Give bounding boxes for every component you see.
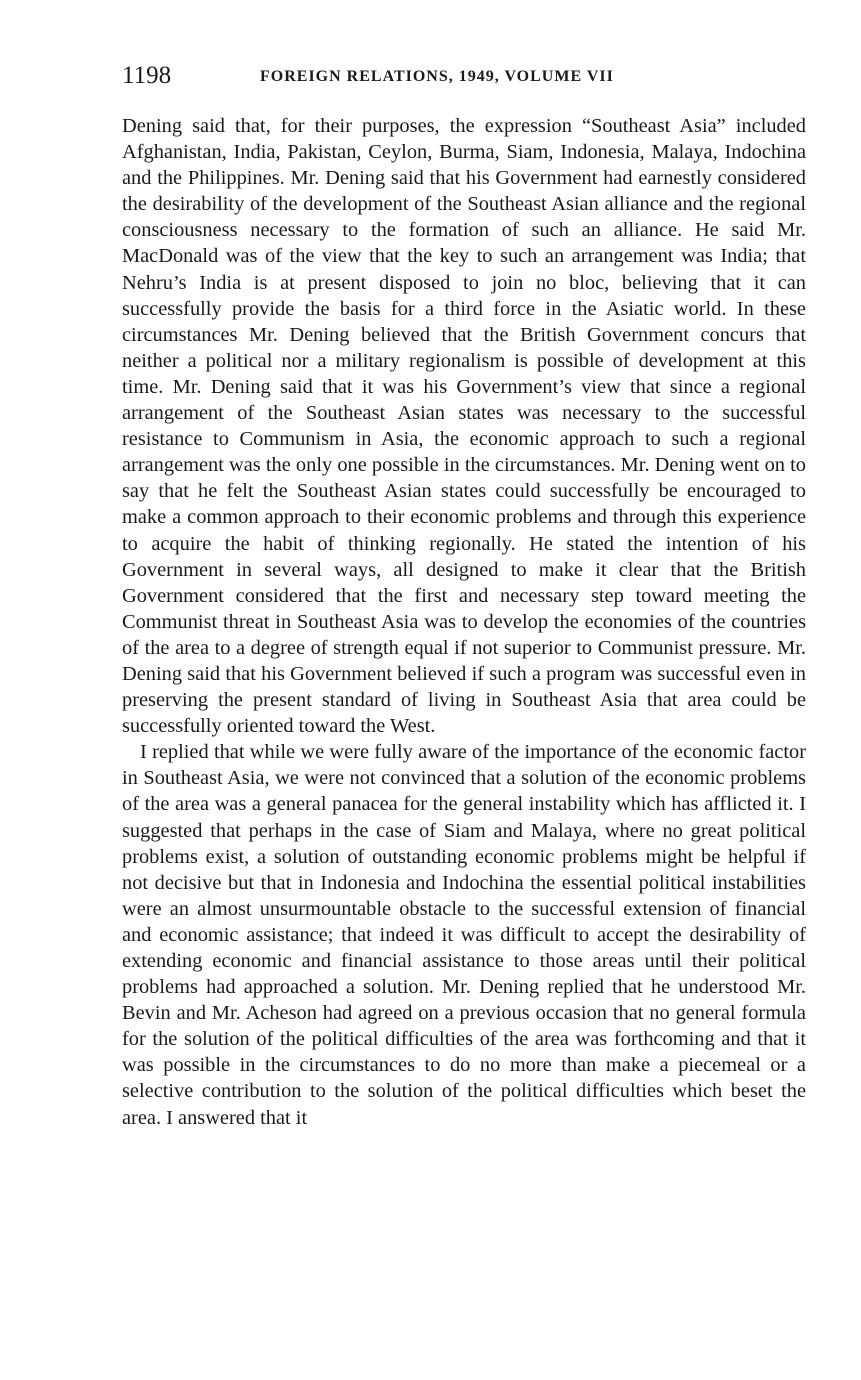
paragraph-1: Dening said that, for their purposes, the expression “Southeast Asia” included Afghanistan, India, Pakistan, Ceylon, Burma, Siam, Indonesia, Malaya, Indochina and the Philippines. Mr. Dening said that his Government had earnestly considered the desirability of the development of the Southeast Asian alliance and the regional consciousness necessary to the formation of such an alliance. He said Mr. MacDonald was of the view that the key to such an arrangement was India; that Nehru’s India is at present disposed to join no bloc, believing that it can successfully provide the basis for a third force in the Asiatic world. In these circumstances Mr. Dening believed that the British Government concurs that neither a political nor a military regionalism is possible of development at this time. Mr. Dening said that it was his Government’s view that since a regional arrangement of the Southeast Asian states was necessary to the successful resistance to Communism in Asia, the economic approach to such a regional arrangement was the only one possible in the circumstances. Mr. Dening went on to say that he felt the Southeast Asian states could successfully be encouraged to make a common approach to their economic problems and through this experience to acquire the habit of thinking regionally. He stated the intention of his Government in several ways, all designed to make it clear that the British Government considered that the first and necessary step toward meeting the Communist threat in Southeast Asia was to develop the economies of the countries of the area to a degree of strength equal if not superior to Communist pressure. Mr. Dening said that his Government believed if such a program was successful even in preserving the present standard of living in Southeast Asia that area could be successfully oriented toward the West.	[122, 115, 806, 738]
page-header	[122, 62, 806, 96]
running-head: FOREIGN RELATIONS, 1949, VOLUME VII	[260, 68, 614, 85]
paragraph-2: I replied that while we were fully aware of the importance of the economic factor in Southeast Asia, we were not convinced that a solution of the economic problems of the area was a general panacea for the general instability which has afflicted it. I suggested that perhaps in the case of Siam and Malaya, where no great political problems exist, a solution of outstanding economic problems might be helpful if not decisive but that in Indonesia and Indochina the essential political instabilities were an almost unsurmountable obstacle to the successful extension of financial and economic assistance; that indeed it was difficult to accept the desirability of extending economic and financial assistance to those areas until their political problems had approached a solution. Mr. Dening replied that he understood Mr. Bevin and Mr. Acheson had agreed on a previous occasion that no general formula for the solution of the political difficulties of the area was forthcoming and that it was possible in the circumstances to do no more than make a piecemeal or a selective contribution to the solution of the political difficulties which beset the area. I answered that it	[122, 741, 806, 1129]
body-text	[122, 113, 806, 1131]
page-number: 1198	[122, 62, 172, 89]
